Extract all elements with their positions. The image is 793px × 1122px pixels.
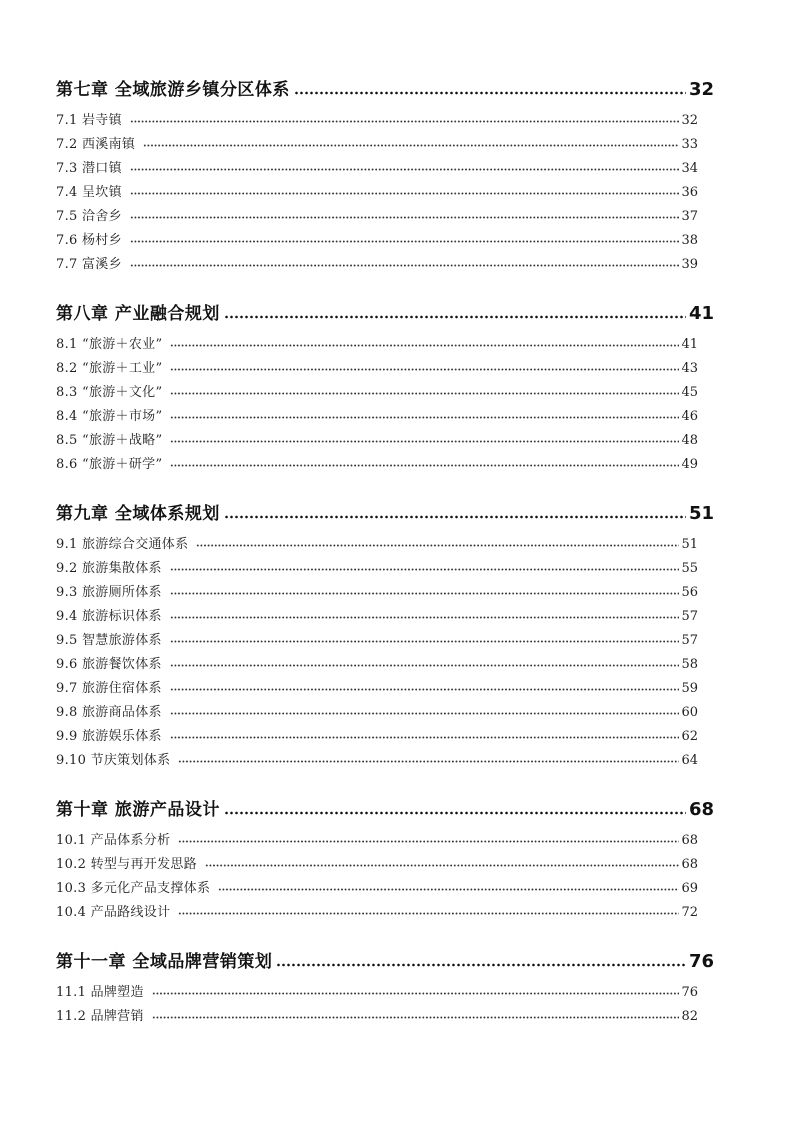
entry-page-number: 33 — [681, 137, 698, 152]
entry-page-number: 58 — [681, 657, 698, 672]
chapter-heading[interactable] — [56, 294, 714, 324]
entry-page-number: 64 — [681, 753, 698, 768]
entry-label: 10.4 产品路线设计 — [56, 905, 171, 920]
leader-dots — [205, 864, 679, 867]
entry-label: 7.2 西溪南镇 — [56, 137, 136, 152]
entry-label: 10.1 产品体系分析 — [56, 833, 171, 848]
entry-page-number: 60 — [681, 705, 698, 720]
entry-page-number: 37 — [681, 209, 698, 224]
chapter-8 — [56, 294, 714, 472]
entry-page-number: 76 — [681, 985, 698, 1000]
entry-label: 8.5 “旅游＋战略” — [56, 433, 163, 448]
entry-label: 8.4 “旅游＋市场” — [56, 409, 163, 424]
leader-dots — [170, 592, 680, 595]
toc-entry[interactable] — [56, 352, 714, 376]
leader-dots — [130, 264, 680, 267]
entry-label: 7.4 呈坎镇 — [56, 185, 122, 200]
leader-dots — [224, 515, 686, 519]
toc-entry[interactable] — [56, 672, 714, 696]
leader-dots — [143, 144, 679, 147]
entry-page-number: 59 — [681, 681, 698, 696]
leader-dots — [218, 888, 679, 891]
entry-page-number: 55 — [681, 561, 698, 576]
entry-page-number: 38 — [681, 233, 698, 248]
entry-label: 9.3 旅游厕所体系 — [56, 585, 162, 600]
toc-entry[interactable] — [56, 424, 714, 448]
toc-entry[interactable] — [56, 400, 714, 424]
leader-dots — [178, 840, 679, 843]
chapter-11 — [56, 942, 714, 1024]
entry-label: 9.9 旅游娱乐体系 — [56, 729, 162, 744]
entry-label: 10.3 多元化产品支撑体系 — [56, 881, 211, 896]
leader-dots — [294, 91, 686, 95]
toc-entry[interactable] — [56, 744, 714, 768]
leader-dots — [130, 240, 680, 243]
leader-dots — [170, 440, 679, 443]
toc-entry[interactable] — [56, 848, 714, 872]
entry-label: 7.6 杨村乡 — [56, 233, 122, 248]
toc-entry[interactable] — [56, 696, 714, 720]
toc-entry[interactable] — [56, 896, 714, 920]
entry-label: 9.10 节庆策划体系 — [56, 753, 171, 768]
toc-entry[interactable] — [56, 1000, 714, 1024]
entry-page-number: 69 — [681, 881, 698, 896]
entry-label: 8.6 “旅游＋研学” — [56, 457, 163, 472]
chapter-title: 第十一章 全域品牌营销策划 — [56, 952, 273, 972]
leader-dots — [152, 1016, 680, 1019]
leader-dots — [130, 216, 680, 219]
chapter-page-number: 76 — [688, 951, 714, 972]
entry-label: 10.2 转型与再开发思路 — [56, 857, 197, 872]
entry-label: 11.2 品牌营销 — [56, 1009, 144, 1024]
toc-entry[interactable] — [56, 824, 714, 848]
chapter-heading[interactable] — [56, 494, 714, 524]
leader-dots — [170, 664, 680, 667]
entry-label: 7.1 岩寺镇 — [56, 113, 122, 128]
leader-dots — [178, 912, 679, 915]
toc-entry[interactable] — [56, 128, 714, 152]
entry-page-number: 68 — [681, 857, 698, 872]
table-of-contents — [56, 70, 714, 1046]
toc-entry[interactable] — [56, 200, 714, 224]
leader-dots — [170, 568, 680, 571]
chapter-title: 第八章 产业融合规划 — [56, 304, 220, 324]
entry-page-number: 49 — [681, 457, 698, 472]
entry-page-number: 62 — [681, 729, 698, 744]
toc-entry[interactable] — [56, 152, 714, 176]
chapter-title: 第九章 全域体系规划 — [56, 504, 220, 524]
entry-label: 11.1 品牌塑造 — [56, 985, 144, 1000]
toc-entry[interactable] — [56, 872, 714, 896]
entry-label: 9.5 智慧旅游体系 — [56, 633, 162, 648]
leader-dots — [170, 368, 679, 371]
chapter-heading[interactable] — [56, 790, 714, 820]
entry-label: 8.3 “旅游＋文化” — [56, 385, 163, 400]
leader-dots — [170, 616, 680, 619]
entry-page-number: 32 — [681, 113, 698, 128]
toc-entry[interactable] — [56, 624, 714, 648]
chapter-heading[interactable] — [56, 942, 714, 972]
entry-label: 9.1 旅游综合交通体系 — [56, 537, 189, 552]
toc-entry[interactable] — [56, 224, 714, 248]
leader-dots — [170, 736, 680, 739]
entry-page-number: 72 — [681, 905, 698, 920]
entry-page-number: 39 — [681, 257, 698, 272]
leader-dots — [170, 392, 679, 395]
toc-entry[interactable] — [56, 248, 714, 272]
leader-dots — [170, 344, 679, 347]
toc-entry[interactable] — [56, 528, 714, 552]
entry-page-number: 57 — [681, 633, 698, 648]
entry-label: 9.8 旅游商品体系 — [56, 705, 162, 720]
entry-page-number: 46 — [681, 409, 698, 424]
entry-label: 7.5 洽舍乡 — [56, 209, 122, 224]
toc-entry[interactable] — [56, 176, 714, 200]
entry-page-number: 48 — [681, 433, 698, 448]
entry-page-number: 41 — [681, 337, 698, 352]
entry-label: 8.2 “旅游＋工业” — [56, 361, 163, 376]
chapter-9 — [56, 494, 714, 768]
leader-dots — [170, 688, 680, 691]
chapter-title: 第七章 全域旅游乡镇分区体系 — [56, 80, 290, 100]
leader-dots — [170, 640, 680, 643]
entry-page-number: 34 — [681, 161, 698, 176]
chapter-title: 第十章 旅游产品设计 — [56, 800, 220, 820]
entry-label: 7.7 富溪乡 — [56, 257, 122, 272]
leader-dots — [276, 963, 686, 967]
chapter-page-number: 32 — [688, 79, 714, 100]
entry-label: 8.1 “旅游＋农业” — [56, 337, 163, 352]
entry-page-number: 43 — [681, 361, 698, 376]
entry-page-number: 68 — [681, 833, 698, 848]
entry-page-number: 45 — [681, 385, 698, 400]
leader-dots — [170, 416, 679, 419]
leader-dots — [224, 811, 686, 815]
entry-label: 9.6 旅游餐饮体系 — [56, 657, 162, 672]
chapter-7 — [56, 70, 714, 272]
toc-entry[interactable] — [56, 104, 714, 128]
entry-page-number: 51 — [681, 537, 698, 552]
toc-entry[interactable] — [56, 552, 714, 576]
toc-entry[interactable] — [56, 720, 714, 744]
leader-dots — [224, 315, 686, 319]
toc-entry[interactable] — [56, 976, 714, 1000]
leader-dots — [130, 168, 680, 171]
chapter-heading[interactable] — [56, 70, 714, 100]
toc-entry[interactable] — [56, 576, 714, 600]
leader-dots — [130, 120, 680, 123]
entry-label: 7.3 潜口镇 — [56, 161, 122, 176]
leader-dots — [130, 192, 680, 195]
entry-label: 9.4 旅游标识体系 — [56, 609, 162, 624]
leader-dots — [170, 712, 680, 715]
entry-page-number: 36 — [681, 185, 698, 200]
chapter-page-number: 68 — [688, 799, 714, 820]
leader-dots — [152, 992, 680, 995]
entry-page-number: 82 — [681, 1009, 698, 1024]
leader-dots — [170, 464, 679, 467]
leader-dots — [196, 544, 679, 547]
entry-page-number: 57 — [681, 609, 698, 624]
toc-entry[interactable] — [56, 600, 714, 624]
toc-entry[interactable] — [56, 448, 714, 472]
toc-entry[interactable] — [56, 376, 714, 400]
toc-entry[interactable] — [56, 648, 714, 672]
entry-label: 9.7 旅游住宿体系 — [56, 681, 162, 696]
chapter-page-number: 51 — [688, 503, 714, 524]
entry-page-number: 56 — [681, 585, 698, 600]
chapter-10 — [56, 790, 714, 920]
toc-entry[interactable] — [56, 328, 714, 352]
leader-dots — [178, 760, 679, 763]
chapter-page-number: 41 — [688, 303, 714, 324]
entry-label: 9.2 旅游集散体系 — [56, 561, 162, 576]
